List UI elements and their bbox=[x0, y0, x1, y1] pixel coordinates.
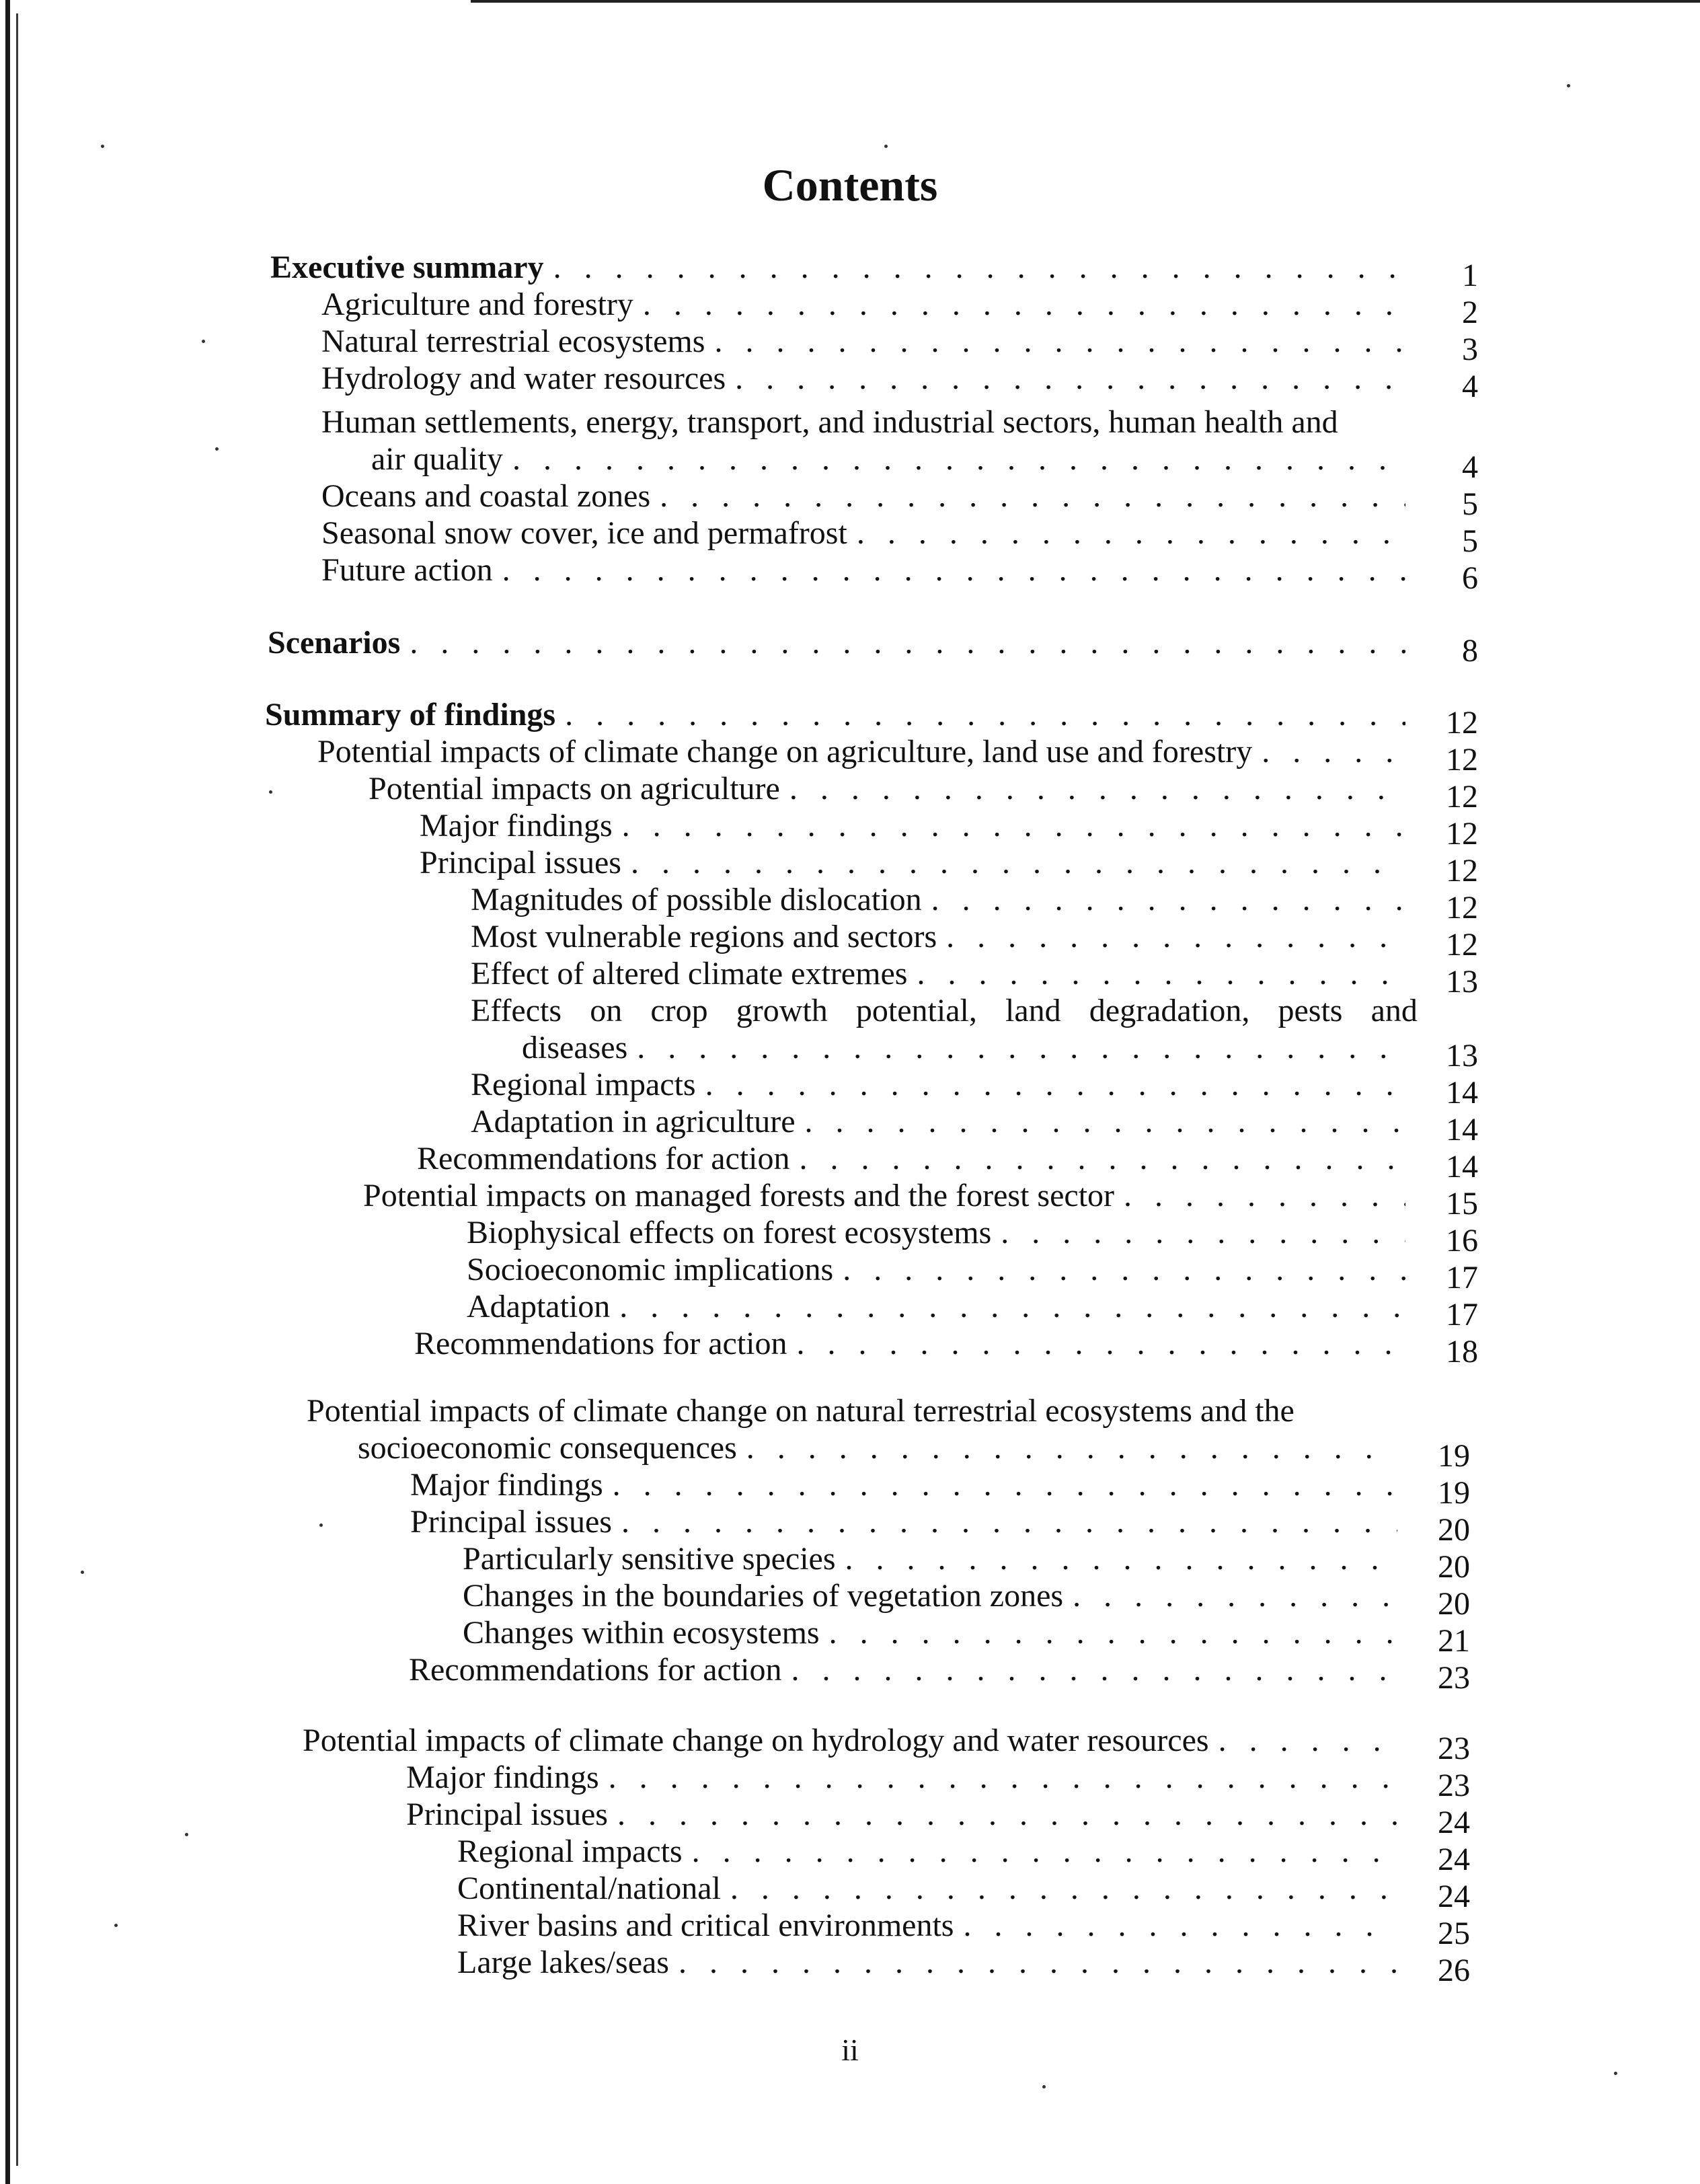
toc-page-number: 17 bbox=[1446, 1260, 1478, 1295]
toc-entry-title: Summary of findings bbox=[265, 697, 556, 732]
toc-entry-scenarios[interactable] bbox=[268, 624, 1478, 669]
toc-entry-nat-recommendations[interactable] bbox=[409, 1651, 1470, 1696]
dot-leader bbox=[553, 249, 1405, 287]
toc-page-number: 16 bbox=[1446, 1223, 1478, 1258]
dot-leader bbox=[1219, 1722, 1397, 1760]
scan-speck bbox=[1042, 2085, 1046, 2088]
scan-speck bbox=[884, 145, 888, 148]
toc-entry-natural-terrestrial[interactable] bbox=[321, 323, 1478, 367]
toc-entry-river-basins[interactable] bbox=[457, 1907, 1470, 1951]
dot-leader bbox=[643, 286, 1405, 324]
toc-page-number: 12 bbox=[1446, 853, 1478, 889]
dot-leader bbox=[746, 1429, 1397, 1467]
toc-entry-agri-major-findings[interactable] bbox=[420, 807, 1478, 852]
toc-entry-title: Most vulnerable regions and sectors bbox=[471, 919, 937, 954]
toc-page-number: 13 bbox=[1446, 1038, 1478, 1074]
scan-speck bbox=[101, 145, 104, 148]
toc-entry-title: Natural terrestrial ecosystems bbox=[321, 324, 705, 359]
toc-page-number: 8 bbox=[1462, 633, 1478, 669]
toc-entry-title: diseases bbox=[522, 1030, 628, 1065]
toc-page-number: 18 bbox=[1446, 1334, 1478, 1369]
toc-entry-human-settlements[interactable] bbox=[371, 441, 1478, 485]
dot-leader bbox=[857, 515, 1405, 552]
toc-page-number: 14 bbox=[1446, 1112, 1478, 1147]
dot-leader bbox=[679, 1944, 1397, 1982]
toc-entry-biophysical[interactable] bbox=[467, 1214, 1478, 1258]
dot-leader bbox=[502, 552, 1405, 589]
toc-entry-agriculture-forestry[interactable] bbox=[321, 286, 1478, 330]
toc-entry-title: Principal issues bbox=[406, 1797, 608, 1832]
dot-leader bbox=[410, 624, 1405, 662]
dot-leader bbox=[931, 881, 1405, 919]
scan-edge-left bbox=[5, 0, 10, 2184]
toc-page-number: 24 bbox=[1438, 1842, 1470, 1877]
toc-entry-title: socioeconomic consequences bbox=[358, 1430, 737, 1466]
toc-entry-hydrology-impacts[interactable] bbox=[303, 1722, 1470, 1766]
toc-entry-forest-adaptation[interactable] bbox=[467, 1288, 1478, 1332]
justified-word: and bbox=[1370, 993, 1418, 1028]
toc-entry-agri-recommendations[interactable] bbox=[417, 1140, 1478, 1184]
toc-page-number: 20 bbox=[1438, 1586, 1470, 1622]
toc-page-number: 2 bbox=[1462, 295, 1478, 330]
toc-entry-sensitive-species[interactable] bbox=[463, 1540, 1470, 1585]
toc-entry-title: Seasonal snow cover, ice and permafrost bbox=[321, 515, 847, 551]
toc-entry-title: Potential impacts on agriculture bbox=[369, 771, 780, 806]
toc-entry-natural-terrestrial-impacts-line1[interactable]: Potential impacts of climate change on natural terrestrial ecosystems and the bbox=[307, 1393, 1295, 1429]
justified-word: degradation, bbox=[1089, 993, 1250, 1028]
toc-entry-natural-terrestrial-impacts[interactable] bbox=[358, 1429, 1470, 1474]
dot-leader bbox=[714, 323, 1405, 361]
toc-entry-most-vulnerable[interactable] bbox=[471, 918, 1478, 963]
dot-leader bbox=[789, 770, 1405, 808]
toc-entry-summary-of-findings[interactable] bbox=[265, 696, 1478, 741]
toc-entry-title: Socioeconomic implications bbox=[467, 1252, 834, 1287]
dot-leader bbox=[631, 844, 1405, 882]
toc-entry-title: Major findings bbox=[410, 1467, 603, 1503]
dot-leader bbox=[622, 807, 1405, 845]
toc-entry-title: Potential impacts on managed forests and the forest sector bbox=[363, 1178, 1115, 1213]
scan-speck bbox=[81, 1571, 84, 1574]
toc-entry-continental-national[interactable] bbox=[457, 1870, 1470, 1914]
toc-entry-large-lakes[interactable] bbox=[457, 1944, 1470, 1988]
dot-leader bbox=[946, 918, 1405, 956]
toc-entry-adaptation-agriculture[interactable] bbox=[471, 1103, 1478, 1147]
scan-edge-top bbox=[471, 0, 1700, 3]
toc-entry-title: Recommendations for action bbox=[409, 1652, 782, 1688]
dot-leader bbox=[565, 696, 1405, 734]
toc-page-number: 5 bbox=[1462, 523, 1478, 559]
toc-entry-title: Agriculture and forestry bbox=[321, 287, 633, 322]
toc-entry-agri-principal-issues[interactable] bbox=[420, 844, 1478, 889]
justified-word: land bbox=[1005, 993, 1061, 1028]
toc-entry-within-ecosystems[interactable] bbox=[463, 1614, 1470, 1659]
dot-leader bbox=[735, 360, 1405, 398]
dot-leader bbox=[800, 1140, 1405, 1178]
page-title: Contents bbox=[762, 159, 938, 211]
toc-page-number: 14 bbox=[1446, 1075, 1478, 1110]
toc-entry-title: Oceans and coastal zones bbox=[321, 478, 651, 514]
toc-entry-agri-regional-impacts[interactable] bbox=[471, 1066, 1478, 1110]
toc-page-number: 4 bbox=[1462, 449, 1478, 485]
toc-entry-crop-growth-line1[interactable] bbox=[471, 992, 1418, 1030]
toc-entry-managed-forests[interactable] bbox=[363, 1177, 1478, 1221]
scan-speck bbox=[1567, 84, 1570, 87]
dot-leader bbox=[730, 1870, 1397, 1908]
dot-leader bbox=[637, 1029, 1405, 1067]
toc-page-number: 21 bbox=[1438, 1623, 1470, 1659]
toc-entry-impacts-on-agriculture[interactable] bbox=[369, 770, 1478, 815]
scan-speck bbox=[215, 447, 219, 451]
toc-page-number: 23 bbox=[1438, 1660, 1470, 1696]
dot-leader bbox=[829, 1614, 1397, 1652]
dot-leader bbox=[660, 478, 1405, 515]
dot-leader bbox=[1124, 1177, 1405, 1215]
toc-entry-title: Changes in the boundaries of vegetation zones bbox=[463, 1578, 1064, 1614]
toc-entry-future-action[interactable] bbox=[321, 552, 1478, 596]
toc-page-number: 17 bbox=[1446, 1297, 1478, 1332]
toc-page-number: 25 bbox=[1438, 1916, 1470, 1951]
toc-page-number: 24 bbox=[1438, 1805, 1470, 1840]
dot-leader bbox=[1001, 1214, 1405, 1252]
toc-page-number: 15 bbox=[1446, 1186, 1478, 1221]
justified-word: Effects bbox=[471, 993, 562, 1028]
toc-entry-hyd-principal-issues[interactable] bbox=[406, 1796, 1470, 1840]
toc-entry-vegetation-boundaries[interactable] bbox=[463, 1577, 1470, 1622]
scan-speck bbox=[269, 790, 272, 794]
toc-entry-nat-major-findings[interactable] bbox=[410, 1466, 1470, 1511]
dot-leader bbox=[621, 1503, 1397, 1541]
toc-page-number: 12 bbox=[1446, 927, 1478, 963]
toc-entry-title: Potential impacts of climate change on agriculture, land use and forestry bbox=[317, 734, 1253, 769]
toc-entry-title: Executive summary bbox=[270, 250, 544, 285]
justified-word: on bbox=[590, 993, 623, 1028]
toc-entry-title: Principal issues bbox=[420, 845, 621, 880]
toc-entry-title: air quality bbox=[371, 441, 503, 477]
toc-entry-title: Biophysical effects on forest ecosystems bbox=[467, 1215, 992, 1250]
scan-speck bbox=[202, 340, 205, 343]
toc-page-number: 23 bbox=[1438, 1768, 1470, 1803]
page-number: ii bbox=[841, 2033, 859, 2067]
dot-leader bbox=[963, 1907, 1397, 1945]
toc-entry-title: Regional impacts bbox=[471, 1067, 696, 1102]
toc-entry-socioeconomic-implications[interactable] bbox=[467, 1251, 1478, 1295]
toc-entry-crop-growth[interactable] bbox=[522, 1029, 1478, 1074]
toc-entry-title: Recommendations for action bbox=[417, 1141, 790, 1176]
dot-leader bbox=[797, 1325, 1405, 1363]
toc-entry-hyd-major-findings[interactable] bbox=[406, 1759, 1470, 1803]
toc-page-number: 24 bbox=[1438, 1879, 1470, 1914]
toc-entry-title: Future action bbox=[321, 552, 493, 588]
toc-entry-title: Recommendations for action bbox=[414, 1326, 787, 1361]
dot-leader bbox=[917, 955, 1405, 993]
toc-entry-title: Potential impacts of climate change on hydrology and water resources bbox=[303, 1723, 1209, 1758]
scan-speck bbox=[114, 1924, 118, 1927]
toc-page-number: 19 bbox=[1438, 1475, 1470, 1511]
toc-page-number: 19 bbox=[1438, 1438, 1470, 1474]
toc-entry-title: Regional impacts bbox=[457, 1834, 683, 1869]
toc-page-number: 20 bbox=[1438, 1512, 1470, 1548]
toc-page-number: 12 bbox=[1446, 890, 1478, 926]
toc-entry-title: Principal issues bbox=[410, 1504, 612, 1540]
dot-leader bbox=[613, 1466, 1397, 1504]
justified-word: growth bbox=[736, 993, 828, 1028]
toc-entry-title: Adaptation in agriculture bbox=[471, 1104, 796, 1139]
justified-word: potential, bbox=[855, 993, 977, 1028]
toc-page-number: 12 bbox=[1446, 705, 1478, 741]
toc-page-number: 12 bbox=[1446, 816, 1478, 852]
dot-leader bbox=[843, 1251, 1405, 1289]
dot-leader bbox=[791, 1651, 1397, 1689]
scan-speck bbox=[185, 1833, 188, 1836]
toc-entry-title: Scenarios bbox=[268, 625, 401, 661]
toc-page-number: 5 bbox=[1462, 486, 1478, 522]
dot-leader bbox=[845, 1540, 1397, 1578]
toc-entry-forest-recommendations[interactable] bbox=[414, 1325, 1478, 1369]
scan-speck bbox=[1614, 2072, 1617, 2075]
toc-entry-nat-principal-issues[interactable] bbox=[410, 1503, 1470, 1548]
toc-entry-title: Changes within ecosystems bbox=[463, 1615, 820, 1651]
toc-entry-title: Large lakes/seas bbox=[457, 1945, 669, 1980]
toc-page-number: 14 bbox=[1446, 1149, 1478, 1184]
dot-leader bbox=[617, 1796, 1397, 1834]
toc-entry-title: Continental/national bbox=[457, 1871, 721, 1906]
justified-word: pests bbox=[1278, 993, 1343, 1028]
toc-entry-snow-ice[interactable] bbox=[321, 515, 1478, 559]
toc-page-number: 26 bbox=[1438, 1953, 1470, 1988]
toc-entry-title: Major findings bbox=[406, 1760, 599, 1795]
toc-page-number: 12 bbox=[1446, 742, 1478, 778]
toc-page-number: 23 bbox=[1438, 1731, 1470, 1766]
dot-leader bbox=[1073, 1577, 1397, 1615]
dot-leader bbox=[512, 441, 1405, 478]
scan-speck bbox=[319, 1523, 323, 1527]
toc-entry-impacts-agriculture-land-forestry[interactable] bbox=[317, 733, 1478, 778]
dot-leader bbox=[705, 1066, 1405, 1104]
toc-entry-title: Particularly sensitive species bbox=[463, 1541, 836, 1577]
toc-page-number: 20 bbox=[1438, 1549, 1470, 1585]
toc-entry-magnitudes[interactable] bbox=[471, 881, 1478, 926]
toc-entry-executive-summary[interactable] bbox=[270, 249, 1478, 293]
toc-page-number: 4 bbox=[1462, 369, 1478, 404]
dot-leader bbox=[805, 1103, 1405, 1141]
toc-entry-title: Effect of altered climate extremes bbox=[471, 956, 908, 991]
toc-page-number: 1 bbox=[1462, 258, 1478, 293]
toc-entry-human-settlements-line1[interactable]: Human settlements, energy, transport, and industrial sectors, human health and bbox=[321, 404, 1338, 440]
toc-page-number: 13 bbox=[1446, 964, 1478, 1000]
toc-entry-title: Magnitudes of possible dislocation bbox=[471, 882, 922, 917]
toc-entry-hydrology[interactable] bbox=[321, 360, 1478, 404]
justified-word: crop bbox=[650, 993, 708, 1028]
toc-entry-altered-extremes[interactable] bbox=[471, 955, 1478, 1000]
toc-page-number: 3 bbox=[1462, 332, 1478, 367]
dot-leader bbox=[692, 1833, 1397, 1871]
toc-page-number: 6 bbox=[1462, 560, 1478, 596]
toc-entry-oceans[interactable] bbox=[321, 478, 1478, 522]
toc-page-number: 12 bbox=[1446, 779, 1478, 815]
toc-entry-title: River basins and critical environments bbox=[457, 1908, 954, 1943]
dot-leader bbox=[609, 1759, 1397, 1797]
toc-entry-title: Adaptation bbox=[467, 1289, 611, 1324]
toc-entry-title: Hydrology and water resources bbox=[321, 361, 726, 396]
toc-entry-title: Major findings bbox=[420, 808, 613, 843]
dot-leader bbox=[1262, 733, 1405, 771]
toc-entry-hyd-regional-impacts[interactable] bbox=[457, 1833, 1470, 1877]
scan-edge-left-inner bbox=[16, 13, 18, 2166]
dot-leader bbox=[619, 1288, 1405, 1326]
